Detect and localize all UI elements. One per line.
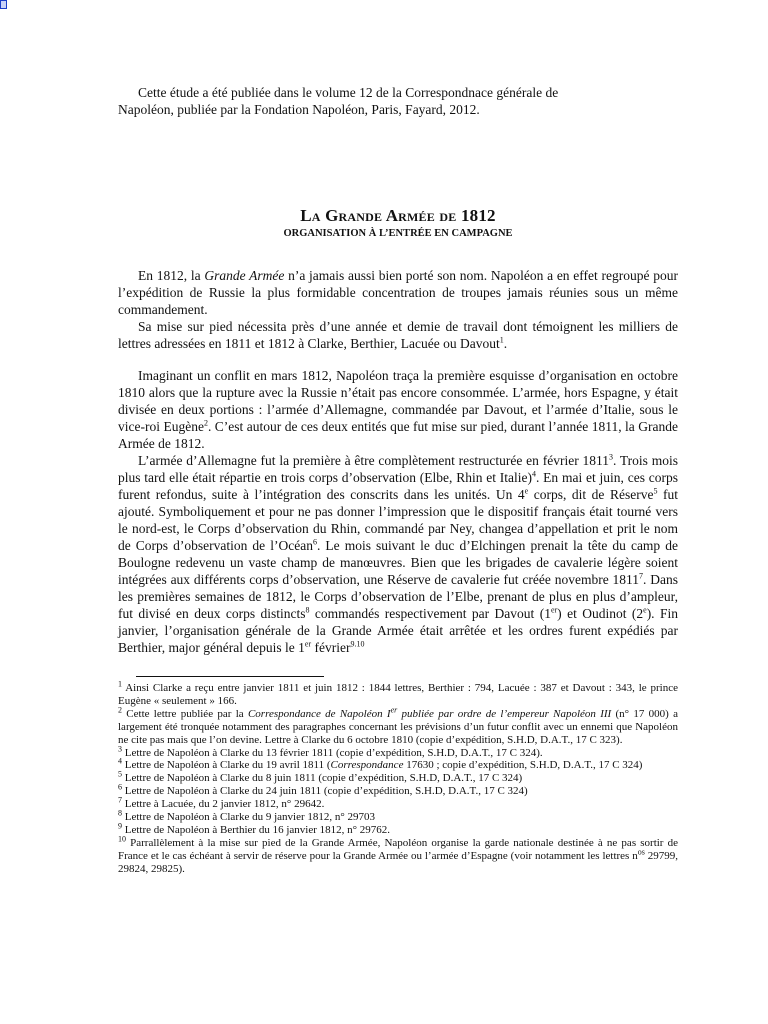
footnote-ref: 9.10 bbox=[350, 639, 365, 649]
paragraph-4: L’armée d’Allemagne fut la première à être complètement restructurée en février 1811$^3$. Trois mois plus tard elle était répartie en trois corps d’observation (Elbe, Rhin et Italie)$^4$. En mai et juin, ces corps furent refondus, suite à l’intégration des conscrits dans les unités. Un 4e corps, dit de Réserve$^5$ fut ajouté. Symboliquement et pour ne pas donner l’impression que le dispositif français était tourné vers le nord-est, le Corps d’observation du Rhin, commandé par Ney, changea d’appellation et prit le nom de Corps d’observation de l’Océan$^6$. Le mois suivant le duc d’Elchingen prenait la tête du camp de Boulogne redevenu un vaste champ de manœuvres. Bien que les brigades de cavalerie légère soient intégrées aux différents corps d’observation, une Réserve de cavalerie fut créée novembre 1811$^7$. Dans les premières semaines de 1812, le Corps d’observation de l’Elbe, prenant de plus en plus d’ampleur, fut divisé en deux corps distincts$^8$ commandés respectivement par Davout (1er) et Oudinot (2e). Fin janvier, l’organisation générale de la Grande Armée était arrêtée et les ordres furent expédiés par Berthier, major général depuis le 1er février$^{9.10}$ bbox=[118, 452, 678, 655]
publication-note bbox=[118, 84, 678, 118]
page-subtitle: ORGANISATION À L’ENTRÉE EN CAMPAGNE bbox=[283, 228, 513, 239]
publication-note-line-1: Cette étude a été publiée dans le volume 12 de la Correspondnace générale de bbox=[138, 85, 559, 100]
footnote-6: $^6$ Lettre de Napoléon à Clarke du 24 juin 1811 (copie d’expédition, S.H.D, D.A.T., 17 C 324) bbox=[118, 782, 528, 798]
footnote-ref: 7 bbox=[639, 571, 644, 581]
footnote-10: $^{10}$ Parrallèlement à la mise sur pied de la Grande Armée, Napoléon organise la garde nationale destinée à ne pas sortir de France et le cas échéant à servir de réserve pour la Grande Armée ou l’armée d’Espagne (voir notamment les lettres $n^{os}$ 29799, 29824, 29825). bbox=[118, 834, 679, 875]
body-text bbox=[118, 267, 678, 656]
corner-marker bbox=[0, 0, 7, 9]
footnote-ref: 1 bbox=[499, 335, 504, 345]
publication-note-line-2: Napoléon, publiée par la Fondation Napoléon, Paris, Fayard, 2012. bbox=[118, 102, 480, 117]
footnote-2: $^2$ Cette lettre publiée par la Correspondance de Napoléon Ier publiée par ordre de l’empereur Napoléon III (n° 17 000) a largement été tronquée notamment des paragraphes concernant les prévisions d’un futur conflit avec un ennemi que Napoléon ne cite pas mais que l’on devine. Lettre à Clarke du 6 octobre 1810 (copie d’expédition, S.H.D, D.A.T., 17 C 323). bbox=[118, 705, 679, 746]
footnote-4: $^4$ Lettre de Napoléon à Clarke du 19 avril 1811 (Correspondance 17630 ; copie d’expédition, S.H.D, D.A.T., 17 C 324) bbox=[118, 756, 643, 772]
footnote-8: $^8$ Lettre de Napoléon à Clarke du 9 janvier 1812, n° 29703 bbox=[118, 808, 376, 824]
paragraph-1: En 1812, la Grande Armée n’a jamais aussi bien porté son nom. Napoléon a en effet regroupé pour l’expédition de Russie la plus formidable concentration de troupes jamais réunies sous un même commandement. bbox=[118, 268, 678, 317]
footnotes bbox=[118, 679, 679, 876]
page-title: La Grande Armée de 1812 bbox=[300, 206, 496, 225]
footnote-ref: 4 bbox=[532, 469, 537, 479]
paragraph-3: Imaginant un conflit en mars 1812, Napoléon traça la première esquisse d’organisation en octobre 1810 alors que la rupture avec la Russie n’était pas encore consommée. L’armée, hors Espagne, y était divisée en deux portions : l’armée d’Allemagne, commandée par Davout, et l’armée d’Italie, sous le vice-roi Eugène$^2$. C’est autour de ces deux entités que fut mise sur pied, durant l’année 1811, la Grande Armée de 1812. bbox=[118, 368, 678, 451]
footnote-ref: 2 bbox=[203, 418, 208, 428]
footnote-9: $^9$ Lettre de Napoléon à Berthier du 16 janvier 1812, n° 29762. bbox=[118, 821, 391, 836]
footnote-3: $^3$ Lettre de Napoléon à Clarke du 13 février 1811 (copie d’expédition, S.H.D, D.A.T., 17 C 324). bbox=[118, 743, 543, 759]
footnote-ref: 8 bbox=[305, 605, 310, 615]
footnote-7: $^7$ Lettre à Lacuée, du 2 janvier 1812, n° 29642. bbox=[118, 795, 325, 811]
footnote-5: $^5$ Lettre de Napoléon à Clarke du 8 juin 1811 (copie d’expédition, S.H.D, D.A.T., 17 C 324) bbox=[118, 769, 523, 785]
document-page bbox=[118, 84, 678, 876]
footnote-ref: 3 bbox=[608, 452, 613, 462]
footnote-divider bbox=[136, 676, 324, 677]
footnote-ref: 5 bbox=[653, 486, 658, 496]
footnote-1: $^1$ Ainsi Clarke a reçu entre janvier 1811 et juin 1812 : 1844 lettres, Berthier : 794, Lacuée : 387 et Davout : 343, le prince Eugène « seulement » 166. bbox=[118, 679, 678, 707]
footnote-ref: 6 bbox=[312, 537, 317, 547]
paragraph-2: Sa mise sur pied nécessita près d’une année et demie de travail dont témoignent les milliers de lettres adressées en 1811 et 1812 à Clarke, Berthier, Lacuée ou Davout$^1$. bbox=[118, 319, 678, 351]
